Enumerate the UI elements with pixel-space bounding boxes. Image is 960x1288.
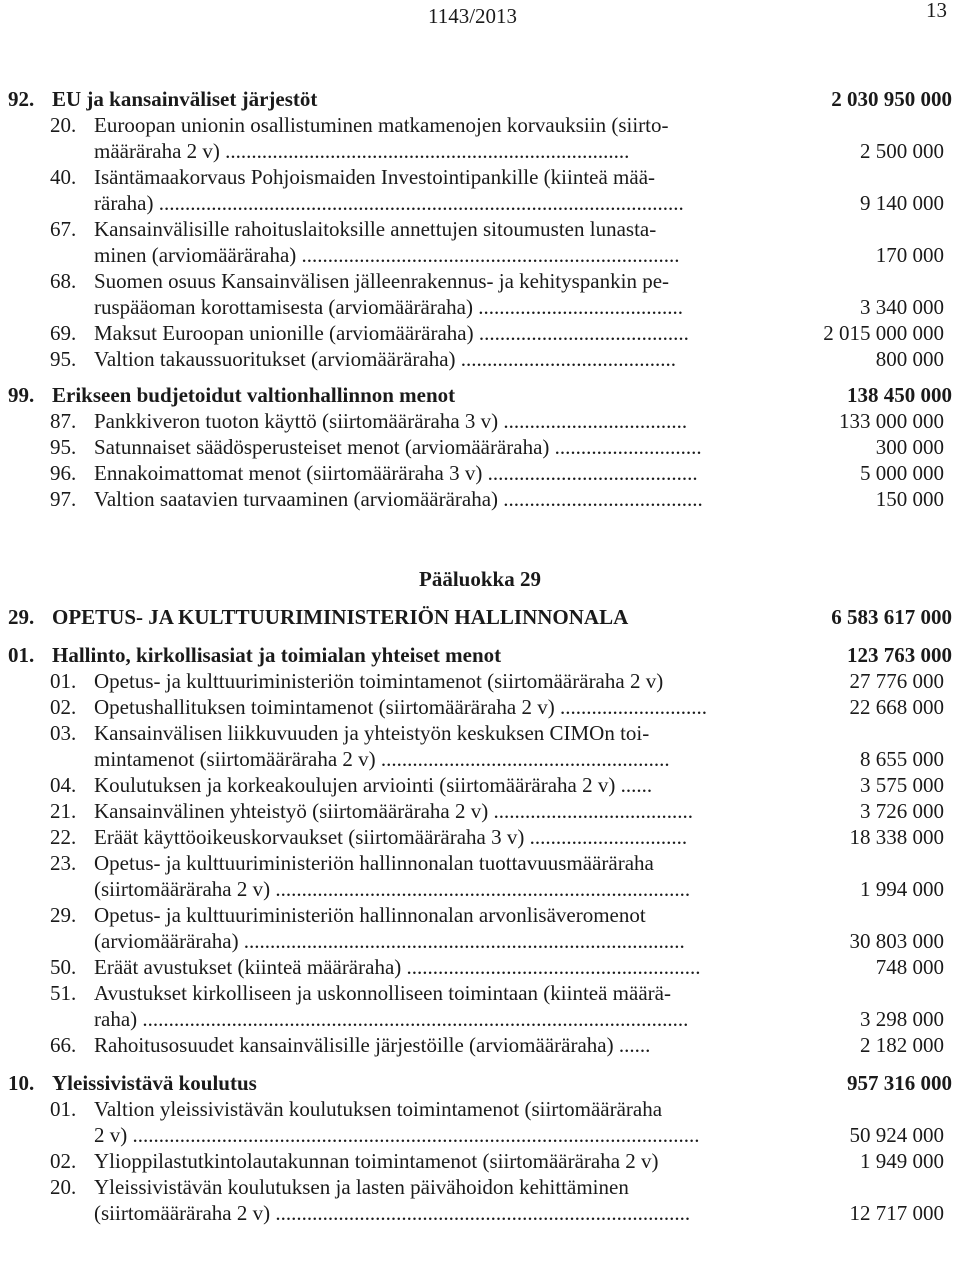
section-title: EU ja kansainväliset järjestöt: [52, 87, 318, 111]
item-description: [94, 346, 762, 372]
item-description-line: Rahoitusosuudet kansainvälisille järjestöille (arviomääräraha) ......: [94, 1033, 651, 1057]
item-number: 96.: [50, 461, 77, 485]
item-description-line: Opetus- ja kulttuuriministeriön toimintamenot (siirtomääräraha 2 v): [94, 669, 664, 693]
item-number: 23.: [50, 851, 77, 875]
item-number: 04.: [50, 773, 77, 797]
item-description-line: Satunnaiset säädösperusteiset menot (arviomääräraha) ............................: [94, 435, 702, 459]
item-number: 01.: [50, 1097, 77, 1121]
item-description: [94, 954, 762, 980]
section-amount: 123 763 000: [847, 643, 952, 667]
item-description-line: Eräät käyttöoikeuskorvaukset (siirtomääräraha 3 v) ..............................: [94, 825, 688, 849]
item-number: 01.: [50, 669, 77, 693]
section-amount: 138 450 000: [847, 383, 952, 407]
item-amount: 2 182 000: [860, 1033, 944, 1057]
item-description: [94, 824, 762, 850]
main-class-heading: Pääluokka 29: [419, 567, 541, 591]
item-description: [94, 408, 762, 434]
item-amount: 170 000: [875, 243, 944, 267]
item-amount: 22 668 000: [849, 695, 944, 719]
item-description: [94, 694, 762, 720]
section-items: [0, 408, 960, 512]
item-description-line: Koulutuksen ja korkeakoulujen arviointi (siirtomääräraha 2 v) ......: [94, 773, 653, 797]
item-description-line: 2 v) ............................................................................................................: [94, 1123, 700, 1147]
budget-item-row: [0, 460, 960, 486]
item-number: 03.: [50, 721, 77, 745]
section-number: 92.: [8, 87, 35, 111]
item-description-line: räraha) ....................................................................................................: [94, 191, 684, 215]
item-amount: 30 803 000: [849, 929, 944, 953]
section-number: 01.: [8, 643, 35, 667]
budget-item-row: [0, 1096, 960, 1148]
item-description-line: raha) ........................................................................................................: [94, 1007, 689, 1031]
budget-item-row: [0, 850, 960, 902]
item-description-line: Ylioppilastutkintolautakunnan toimintamenot (siirtomääräraha 2 v): [94, 1149, 659, 1173]
item-description-line: Valtion saatavien turvaaminen (arviomääräraha) ......................................: [94, 487, 703, 511]
item-description-line: (siirtomääräraha 2 v) ...............................................................................: [94, 1201, 691, 1225]
item-amount: 5 000 000: [860, 461, 944, 485]
issue-number: 1143/2013: [428, 4, 518, 28]
section-title: Yleissivistävä koulutus: [52, 1071, 257, 1095]
item-description-line: Kansainvälisen liikkuvuuden ja yhteistyön keskuksen CIMOn toi-: [94, 721, 650, 745]
item-description: [94, 320, 762, 346]
item-number: 29.: [50, 903, 77, 927]
page-number: 13: [926, 0, 947, 22]
item-number: 21.: [50, 799, 77, 823]
item-amount: 9 140 000: [860, 191, 944, 215]
item-description: [94, 902, 762, 954]
item-number: 50.: [50, 955, 77, 979]
item-number: 51.: [50, 981, 77, 1005]
budget-item-row: [0, 408, 960, 434]
item-description-line: Yleissivistävän koulutuksen ja lasten päivähoidon kehittäminen: [94, 1175, 629, 1199]
section-items: [0, 1096, 960, 1226]
item-amount: 3 575 000: [860, 773, 944, 797]
item-number: 97.: [50, 487, 77, 511]
budget-item-row: [0, 824, 960, 850]
item-description: [94, 668, 762, 694]
budget-item-row: [0, 980, 960, 1032]
item-description: [94, 164, 762, 216]
item-description-line: ruspääoman korottamisesta (arviomääräraha) .......................................: [94, 295, 683, 319]
item-amount: 300 000: [875, 435, 944, 459]
item-number: 40.: [50, 165, 77, 189]
section-amount: 957 316 000: [847, 1071, 952, 1095]
item-amount: 8 655 000: [860, 747, 944, 771]
budget-item-row: [0, 346, 960, 372]
budget-item-row: [0, 902, 960, 954]
item-description-line: mintamenot (siirtomääräraha 2 v) .......................................................: [94, 747, 670, 771]
item-number: 20.: [50, 1175, 77, 1199]
item-description: [94, 1032, 762, 1058]
item-amount: 2 015 000 000: [823, 321, 944, 345]
item-description-line: Kansainvälisille rahoituslaitoksille annettujen sitoumusten lunasta-: [94, 217, 657, 241]
section-header: [0, 642, 960, 668]
item-description-line: Pankkiveron tuoton käyttö (siirtomääräraha 3 v) ...................................: [94, 409, 688, 433]
budget-item-row: [0, 216, 960, 268]
item-number: 67.: [50, 217, 77, 241]
item-description: [94, 216, 762, 268]
budget-item-row: [0, 798, 960, 824]
item-description: [94, 1148, 762, 1174]
item-description: [94, 112, 762, 164]
main-class-amount: 6 583 617 000: [831, 605, 952, 629]
item-description: [94, 980, 762, 1032]
item-description: [94, 720, 762, 772]
item-amount: 748 000: [875, 955, 944, 979]
budget-item-row: [0, 720, 960, 772]
page-header: [0, 0, 960, 40]
budget-item-row: [0, 1032, 960, 1058]
item-number: 02.: [50, 695, 77, 719]
item-amount: 3 726 000: [860, 799, 944, 823]
item-number: 95.: [50, 435, 77, 459]
item-description-line: (siirtomääräraha 2 v) ...............................................................................: [94, 877, 691, 901]
budget-item-row: [0, 694, 960, 720]
section-items: [0, 112, 960, 372]
item-description-line: Isäntämaakorvaus Pohjoismaiden Investointipankille (kiinteä mää-: [94, 165, 656, 189]
item-description-line: Valtion yleissivistävän koulutuksen toimintamenot (siirtomääräraha: [94, 1097, 663, 1121]
item-description-line: Valtion takaussuoritukset (arviomääräraha) .........................................: [94, 347, 677, 371]
section-title: Erikseen budjetoidut valtionhallinnon menot: [52, 383, 456, 407]
budget-item-row: [0, 772, 960, 798]
budget-item-row: [0, 320, 960, 346]
item-number: 68.: [50, 269, 77, 293]
item-amount: 1 949 000: [860, 1149, 944, 1173]
item-description-line: Opetus- ja kulttuuriministeriön hallinnonalan arvonlisäveromenot: [94, 903, 646, 927]
section-number: 10.: [8, 1071, 35, 1095]
item-amount: 1 994 000: [860, 877, 944, 901]
item-description-line: Opetushallituksen toimintamenot (siirtomääräraha 2 v) ............................: [94, 695, 707, 719]
item-amount: 12 717 000: [849, 1201, 944, 1225]
item-number: 22.: [50, 825, 77, 849]
item-description: [94, 486, 762, 512]
item-description-line: minen (arviomääräraha) ........................................................................: [94, 243, 680, 267]
item-amount: 3 298 000: [860, 1007, 944, 1031]
item-description: [94, 460, 762, 486]
item-description: [94, 850, 762, 902]
item-description-line: Ennakoimattomat menot (siirtomääräraha 3 v) ........................................: [94, 461, 698, 485]
item-description: [94, 434, 762, 460]
item-description-line: Avustukset kirkolliseen ja uskonnolliseen toimintaan (kiinteä määrä-: [94, 981, 671, 1005]
item-amount: 3 340 000: [860, 295, 944, 319]
budget-item-row: [0, 486, 960, 512]
section-items: [0, 668, 960, 1058]
item-description-line: (arviomääräraha) ....................................................................................: [94, 929, 685, 953]
section-title: Hallinto, kirkollisasiat ja toimialan yhteiset menot: [52, 643, 502, 667]
item-amount: 150 000: [875, 487, 944, 511]
item-description: [94, 268, 762, 320]
item-description: [94, 772, 762, 798]
section-header: [0, 1070, 960, 1096]
item-amount: 18 338 000: [849, 825, 944, 849]
item-amount: 800 000: [875, 347, 944, 371]
item-number: 02.: [50, 1149, 77, 1173]
item-number: 95.: [50, 347, 77, 371]
item-amount: 50 924 000: [849, 1123, 944, 1147]
main-class-number: 29.: [8, 605, 35, 629]
item-description-line: Maksut Euroopan unionille (arviomääräraha) ........................................: [94, 321, 689, 345]
item-description: [94, 798, 762, 824]
budget-item-row: [0, 1148, 960, 1174]
budget-item-row: [0, 164, 960, 216]
section-header: [0, 382, 960, 408]
item-amount: 2 500 000: [860, 139, 944, 163]
item-description-line: määräraha 2 v) .............................................................................: [94, 139, 630, 163]
section-amount: 2 030 950 000: [831, 87, 952, 111]
item-number: 20.: [50, 113, 77, 137]
item-description: [94, 1174, 762, 1226]
budget-item-row: [0, 668, 960, 694]
main-class-row: [0, 604, 960, 630]
budget-listing: [0, 86, 960, 1226]
item-description-line: Opetus- ja kulttuuriministeriön hallinnonalan tuottavuusmääräraha: [94, 851, 654, 875]
item-description-line: Eräät avustukset (kiinteä määräraha) ........................................................: [94, 955, 701, 979]
budget-item-row: [0, 268, 960, 320]
budget-item-row: [0, 1174, 960, 1226]
item-amount: 133 000 000: [839, 409, 944, 433]
main-class-title: OPETUS- JA KULTTUURIMINISTERIÖN HALLINNONALA: [52, 605, 629, 629]
item-description-line: Euroopan unionin osallistuminen matkamenojen korvauksiin (siirto-: [94, 113, 669, 137]
item-number: 66.: [50, 1033, 77, 1057]
item-description-line: Suomen osuus Kansainvälisen jälleenrakennus- ja kehityspankin pe-: [94, 269, 670, 293]
item-number: 87.: [50, 409, 77, 433]
section-number: 99.: [8, 383, 35, 407]
item-amount: 27 776 000: [849, 669, 944, 693]
section-header: [0, 86, 960, 112]
budget-item-row: [0, 434, 960, 460]
item-description: [94, 1096, 762, 1148]
budget-item-row: [0, 112, 960, 164]
item-number: 69.: [50, 321, 77, 345]
item-description-line: Kansainvälinen yhteistyö (siirtomääräraha 2 v) ......................................: [94, 799, 693, 823]
budget-item-row: [0, 954, 960, 980]
